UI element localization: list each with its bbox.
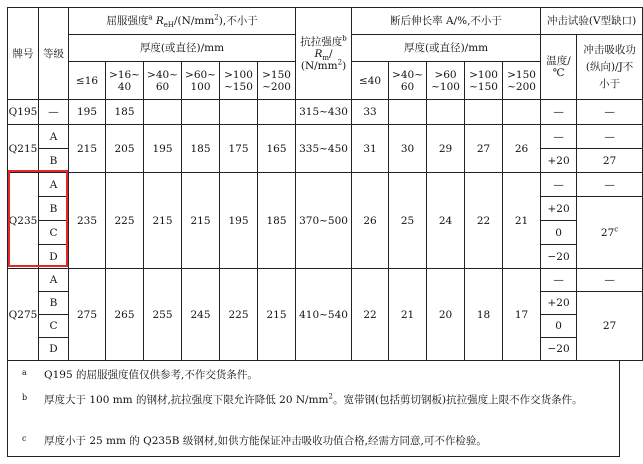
- yield-cell: 235: [69, 173, 106, 269]
- yield-cell: 215: [69, 125, 106, 173]
- yield-cell: 185: [106, 100, 144, 125]
- elong-cell: 22: [465, 173, 503, 269]
- standard-table-sheet: [7, 7, 637, 457]
- yield-cell: 185: [182, 125, 220, 173]
- table-row: [8, 100, 643, 125]
- elong-cell: 26: [503, 125, 541, 173]
- yield-cell: [182, 100, 220, 125]
- impact-test-header: 冲击试验(V型缺口): [541, 8, 643, 35]
- elong-cell: 30: [389, 125, 427, 173]
- yield-cell: 175: [220, 125, 258, 173]
- yield-col-6: >150 ~200: [258, 62, 296, 100]
- yield-cell: 215: [144, 173, 182, 269]
- absorb-cell: —: [577, 173, 643, 197]
- temp-cell: +20: [541, 292, 577, 315]
- yield-cell: 275: [69, 269, 106, 361]
- yield-col-1: ≤16: [69, 62, 106, 100]
- yield-thickness-header: 厚度(或直径)/mm: [69, 35, 296, 62]
- temperature-header: 温度/℃: [541, 35, 577, 100]
- yield-cell: 215: [258, 269, 296, 361]
- yield-cell: 215: [182, 173, 220, 269]
- footnotes: [7, 360, 620, 457]
- table-row: [8, 269, 643, 292]
- elong-col-5: >150 ~200: [503, 62, 541, 100]
- grade-cell: Q235: [8, 173, 39, 269]
- elong-col-3: >60 ~100: [427, 62, 465, 100]
- quality-cell: D: [39, 245, 69, 269]
- quality-cell: A: [39, 173, 69, 197]
- quality-cell: C: [39, 221, 69, 245]
- tensile-cell: 335~450: [296, 125, 352, 173]
- table-row: [8, 173, 643, 197]
- elong-cell: [465, 100, 503, 125]
- quality-cell: D: [39, 338, 69, 361]
- quality-cell: A: [39, 125, 69, 149]
- quality-cell: C: [39, 315, 69, 338]
- elong-col-2: >40~ 60: [389, 62, 427, 100]
- footnote-a: a Q195 的屈服强度值仅供参考,不作交货条件。: [22, 368, 258, 381]
- quality-cell: —: [39, 100, 69, 125]
- elong-thickness-header: 厚度(或直径)/mm: [352, 35, 541, 62]
- yield-cell: 185: [258, 173, 296, 269]
- yield-cell: 265: [106, 269, 144, 361]
- elong-cell: 20: [427, 269, 465, 361]
- elong-cell: 29: [427, 125, 465, 173]
- temp-cell: —: [541, 125, 577, 149]
- yield-cell: 195: [69, 100, 106, 125]
- tensile-cell: 410~540: [296, 269, 352, 361]
- tensile-cell: 315~430: [296, 100, 352, 125]
- elong-cell: [427, 100, 465, 125]
- grade-header: 牌号: [8, 8, 39, 100]
- absorb-cell: 27: [577, 149, 643, 173]
- yield-col-4: >60~ 100: [182, 62, 220, 100]
- footnote-b: b 厚度大于 100 mm 的钢材,抗拉强度下限允许降低 20 $N/mm^2$。宽带钢(包括剪切钢板)抗拉强度上限不作交货条件。: [22, 392, 583, 406]
- yield-cell: 255: [144, 269, 182, 361]
- elong-cell: [503, 100, 541, 125]
- yield-col-5: >100 ~150: [220, 62, 258, 100]
- elong-cell: 22: [352, 269, 389, 361]
- elong-cell: 18: [465, 269, 503, 361]
- elong-cell: 21: [389, 269, 427, 361]
- quality-header: 等级: [39, 8, 69, 100]
- absorb-cell: 27$^c$: [577, 197, 643, 269]
- absorb-cell: —: [577, 100, 643, 125]
- yield-cell: [258, 100, 296, 125]
- yield-col-2: >16~ 40: [106, 62, 144, 100]
- elong-cell: 21: [503, 173, 541, 269]
- grade-cell: Q215: [8, 125, 39, 173]
- elong-cell: 26: [352, 173, 389, 269]
- yield-cell: 165: [258, 125, 296, 173]
- temp-cell: 0: [541, 315, 577, 338]
- tensile-strength-header: 抗拉强度$^b$ $R_m/$ $(N/mm^2)$: [296, 8, 352, 100]
- elong-cell: 17: [503, 269, 541, 361]
- yield-col-3: >40~ 60: [144, 62, 182, 100]
- temp-cell: 0: [541, 221, 577, 245]
- elong-cell: 27: [465, 125, 503, 173]
- temp-cell: −20: [541, 338, 577, 361]
- quality-cell: B: [39, 149, 69, 173]
- table-row: [8, 125, 643, 149]
- absorb-cell: —: [577, 125, 643, 149]
- grade-cell: Q195: [8, 100, 39, 125]
- tensile-cell: 370~500: [296, 173, 352, 269]
- yield-cell: [220, 100, 258, 125]
- elong-cell: 31: [352, 125, 389, 173]
- footnote-c: c 厚度小于 25 mm 的 Q235B 级钢材,如供方能保证冲击吸收功值合格,经需方同意,可不作检验。: [22, 434, 487, 447]
- temp-cell: —: [541, 173, 577, 197]
- elong-col-1: ≤40: [352, 62, 389, 100]
- grade-cell: Q275: [8, 269, 39, 361]
- absorb-cell: 27: [577, 292, 643, 361]
- yield-cell: 225: [220, 269, 258, 361]
- elong-cell: [389, 100, 427, 125]
- temp-cell: —: [541, 269, 577, 292]
- temp-cell: +20: [541, 149, 577, 173]
- temp-cell: +20: [541, 197, 577, 221]
- yield-cell: 225: [106, 173, 144, 269]
- steel-properties-table: [7, 7, 643, 361]
- absorb-cell: —: [577, 269, 643, 292]
- elong-cell: 25: [389, 173, 427, 269]
- quality-cell: B: [39, 292, 69, 315]
- yield-cell: 195: [220, 173, 258, 269]
- absorbed-energy-header: 冲击吸收功(纵向)/J不小于: [577, 35, 643, 100]
- yield-cell: 195: [144, 125, 182, 173]
- yield-cell: 205: [106, 125, 144, 173]
- temp-cell: —: [541, 100, 577, 125]
- temp-cell: −20: [541, 245, 577, 269]
- yield-cell: 245: [182, 269, 220, 361]
- elong-col-4: >100 ~150: [465, 62, 503, 100]
- quality-cell: A: [39, 269, 69, 292]
- elong-cell: 33: [352, 100, 389, 125]
- quality-cell: B: [39, 197, 69, 221]
- elongation-header: 断后伸长率 A/%,不小于: [352, 8, 541, 35]
- yield-cell: [144, 100, 182, 125]
- yield-strength-header: 屈服强度$^a$ $R_{eH}/(N/mm^2)$,不小于: [69, 8, 296, 35]
- elong-cell: 24: [427, 173, 465, 269]
